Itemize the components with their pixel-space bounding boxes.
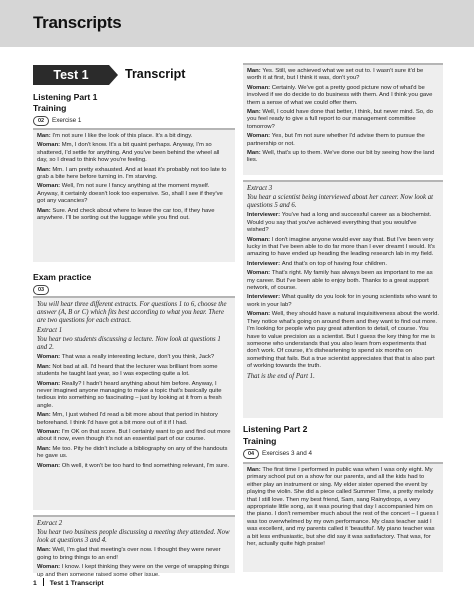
speaker-label: Interviewer:: [247, 212, 282, 219]
extract-heading: Extract 2: [37, 520, 63, 527]
speaker-label: Woman:: [37, 354, 62, 361]
extract-heading: Extract 3: [247, 185, 273, 192]
speaker-label: Man:: [37, 133, 53, 139]
speaker-label: Woman:: [247, 133, 272, 140]
dialogue-text: Well, that's up to them. We've done our bit by seeing how the land lies.: [247, 150, 435, 164]
speaker-label: Woman:: [247, 311, 272, 318]
dialogue-line: [37, 547, 231, 562]
speaker-label: Woman:: [37, 429, 62, 436]
end-note: That is the end of Part 1.: [247, 372, 315, 380]
dialogue-line: [247, 212, 439, 234]
instructions: You will hear three different extracts. For questions 1 to 6, choose the answer (A, B or C) which fits best according to what you hear. There are two questions for each extract.: [37, 301, 227, 324]
dialogue-line: [247, 109, 439, 131]
dialogue-line: [37, 381, 231, 411]
dialogue-text: Well, they should have a natural inquisitiveness about the world. They notice what's going on around them and they want to find out more. I'm looking for people who pay great attention to detail, of course. You have to value precision as a scientist. But I guess the key thing for me is someone who understands that you also learn from experiments that don't work. Of course, it's disheartening to spend six months on something that fails. But a true scientist appreciates that that is also part of working towards the truth.: [247, 311, 439, 370]
dialogue-text: What quality do you look for in young scientists who want to work in your lab?: [247, 294, 438, 308]
dialogue-text: I'm not sure I like the look of this place. It's a bit dingy.: [52, 133, 193, 139]
speaker-label: Man:: [37, 547, 53, 554]
test-badge-arrow-icon: [109, 65, 118, 85]
cd-icon: 03: [33, 285, 49, 295]
dialogue-text: Me too. Pity he didn't include a bibliography on any of the handouts he gave us.: [37, 445, 228, 460]
extract-intro: You hear a scientist being interviewed about her career. Now look at questions 5 and 6.: [247, 194, 434, 210]
extract-heading: Extract 1: [37, 327, 63, 334]
dialogue-text: Certainly. We've got a pretty good picture now of what'd be involved if we do decide to do business with them. And I think you gave them a sense of what we could offer them.: [247, 84, 433, 106]
transcript-box: [33, 128, 235, 262]
page-footer: [33, 578, 104, 587]
dialogue-line: [37, 354, 231, 361]
speaker-label: Woman:: [247, 270, 272, 277]
speaker-label: Man:: [37, 363, 53, 370]
speaker-label: Interviewer:: [247, 260, 282, 267]
speaker-label: Woman:: [247, 236, 272, 243]
speaker-label: Interviewer:: [247, 294, 282, 301]
dialogue-text: Well, I'm glad that meeting's over now. I thought they were never going to bring things to an end!: [37, 547, 221, 561]
transcript-label: Transcript: [125, 67, 186, 81]
section-heading: Listening Part 2: [243, 424, 308, 434]
extract-intro: You hear two students discussing a lecture. Now look at questions 1 and 2.: [37, 336, 221, 352]
dialogue-text: Well, I'm not sure I fancy anything at the moment myself. Anyway, it certainly doesn't look too expensive. So, shall I see if they've got any vacancies?: [37, 183, 223, 205]
dialogue-text: Yes, but I'm not sure whether I'd advise them to pursue the partnership or not.: [247, 133, 425, 147]
section-subheading: Training: [33, 103, 67, 113]
speaker-label: Man:: [247, 467, 263, 473]
dialogue-line: [37, 133, 231, 140]
dialogue-text: The first time I performed in public was when I was only eight. My primary school put on a show for our parents, and all the kids had to either play an instrument or sing. My elder sister opened the event by playing the violin. She did a piece called Summer Time, a pretty melody that I still love. Then my best friend, Sam, sang Rainydrops, a very appropriate little song, as it was pouring that day I accompanied him on the piano. I don't remember much about the rest of the concert – I guess I was too overwhelmed by my own performance. My class teacher said I was excellent, and my parents called it 'beautiful'. My piano teacher was a bit less enthusiastic, but she did say it was satisfactory. That was, for her, actually quite high praise!: [247, 467, 439, 548]
speaker-label: Man:: [37, 445, 53, 452]
dialogue-line: [247, 467, 439, 548]
speaker-label: Man:: [37, 207, 53, 214]
dialogue-text: Really? I hadn't heard anything about him before. Anyway, I never imagined anyone managing to make a topic that's basically quite tedious into something so fascinating – just by looking at it from a fresh angle.: [37, 380, 222, 409]
section-heading: Exam practice: [33, 272, 92, 282]
section-heading: Listening Part 1: [33, 92, 98, 102]
dialogue-text: And that's on top of having four children.: [281, 260, 387, 267]
dialogue-text: That was a really interesting lecture, don't you think, Jack?: [61, 354, 215, 361]
speaker-label: Man:: [247, 68, 263, 74]
dialogue-line: [37, 429, 231, 444]
dialogue-line: [37, 208, 231, 223]
dialogue-text: Mm. I am pretty exhausted. And at least it's probably not too late to grab a bite here before turning in. I'm starving.: [37, 166, 227, 181]
page-title: Transcripts: [33, 13, 122, 32]
dialogue-text: Well, I could have done that better, I think, but never mind. So, do you feel ready to give a full report to our management committee tomorrow?: [247, 109, 433, 130]
speaker-label: Woman:: [37, 380, 62, 387]
speaker-label: Woman:: [37, 564, 62, 571]
speaker-label: Woman:: [37, 142, 62, 149]
test-heading: [33, 65, 233, 85]
cd-track: [33, 115, 81, 126]
dialogue-line: [37, 412, 231, 427]
extract-intro: You hear two business people discussing a meeting they attended. Now look at questions 3 and 4.: [37, 529, 230, 545]
dialogue-text: You've had a long and successful career as a biochemist. Would you say that you've achieved everything that you would've wished?: [247, 212, 432, 234]
dialogue-text: I don't imagine anyone would ever say that. But I've been very lucky in that I've been able to do far more than I ever dreamt I would. It's amazing to have ended up heading the leading research lab in my field.: [247, 236, 435, 258]
cd-label: Exercises 3 and 4: [262, 450, 313, 457]
dialogue-text: Sure. And check about where to leave the car too, if they have anywhere. I'll be sorting out the luggage while you find out.: [37, 207, 215, 222]
footer-divider: [43, 578, 44, 586]
speaker-label: Woman:: [247, 84, 272, 91]
dialogue-line: [37, 446, 231, 461]
cd-track: [33, 284, 52, 295]
dialogue-line: [247, 270, 439, 292]
speaker-label: Man:: [37, 166, 53, 173]
speaker-label: Woman:: [37, 462, 62, 469]
cd-label: Exercise 1: [52, 117, 82, 124]
page-number: 1: [33, 580, 37, 587]
dialogue-line: [37, 167, 231, 182]
dialogue-line: [37, 183, 231, 205]
dialogue-text: Mm, I just wished I'd read a bit more about that period in history beforehand. I think I'd have got a bit more out of it if I had.: [37, 412, 218, 426]
dialogue-line: [247, 294, 439, 309]
dialogue-text: That's right. My family has always been as important to me as my career. But I've been able to enjoy both. Thanks to a great support network, of course.: [247, 270, 433, 292]
cd-icon: 04: [243, 449, 259, 459]
test-badge: Test 1: [33, 65, 109, 85]
dialogue-text: I know. I kept thinking they were on the verge of wrapping things up and then someone raised some other issue.: [37, 564, 230, 578]
speaker-label: Man:: [247, 150, 263, 157]
dialogue-text: I'm OK on that score. But I certainly want to go and find out more about it now, even though it's not an essential part of our course.: [37, 429, 231, 443]
transcript-box: [33, 296, 235, 510]
dialogue-line: [37, 463, 231, 470]
header-bar: [0, 0, 474, 47]
dialogue-text: Mm, I don't know. It's a bit quaint perhaps. Anyway, I'm so shattered, I'd settle for anything. And you've been behind the wheel all day, so I dread to think how you're feeling.: [37, 142, 220, 164]
cd-track: [243, 448, 312, 459]
dialogue-line: [247, 85, 439, 107]
dialogue-line: [247, 311, 439, 370]
dialogue-line: [247, 68, 439, 83]
transcript-box: [243, 63, 443, 175]
dialogue-line: [37, 564, 231, 579]
dialogue-text: Not bad at all. I'd heard that the lecturer was brilliant from some students he taught last year, so I was expecting quite a lot.: [37, 363, 218, 378]
dialogue-text: Oh well, it won't be too hard to find something relevant, I'm sure.: [61, 462, 230, 469]
dialogue-line: [247, 133, 439, 148]
dialogue-line: [37, 142, 231, 164]
footer-label: Test 1 Transcript: [49, 580, 104, 587]
dialogue-line: [247, 261, 439, 268]
dialogue-line: [37, 364, 231, 379]
transcript-box: [243, 180, 443, 418]
dialogue-line: [247, 237, 439, 259]
dialogue-text: Yes. Still, we achieved what we set out to. I wasn't sure it'd be worth it at first, but I think it was, don't you?: [247, 68, 424, 82]
transcript-box: [243, 462, 443, 572]
speaker-label: Woman:: [37, 183, 62, 190]
section-subheading: Training: [243, 436, 277, 446]
dialogue-line: [247, 150, 439, 165]
cd-icon: 02: [33, 116, 49, 126]
speaker-label: Man:: [247, 109, 263, 116]
transcript-box: [33, 515, 235, 578]
speaker-label: Man:: [37, 412, 53, 419]
